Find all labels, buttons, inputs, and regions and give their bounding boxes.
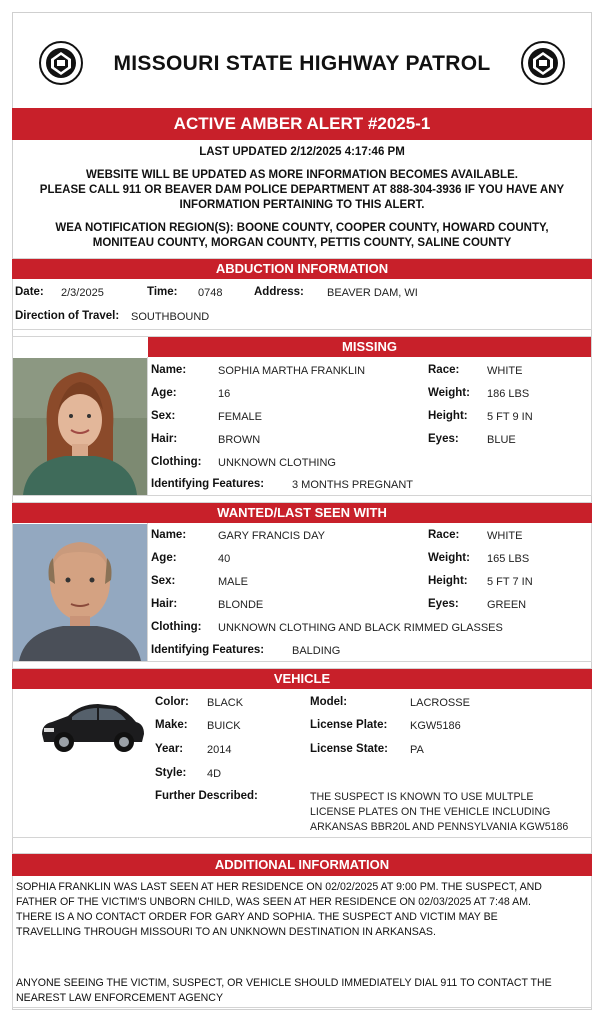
car-icon [38, 690, 146, 758]
time-value: 0748 [198, 287, 223, 299]
wanted-race-value: WHITE [487, 530, 523, 542]
missing-features-label: Identifying Features: [151, 478, 265, 490]
wanted-age-label: Age: [151, 552, 177, 564]
wanted-hair-value: BLONDE [218, 599, 264, 611]
vehicle-further-line: LICENSE PLATES ON THE VEHICLE INCLUDING [310, 806, 551, 818]
section-header-vehicle: VEHICLE [12, 669, 592, 689]
last-updated: LAST UPDATED 2/12/2025 4:17:46 PM [199, 146, 405, 158]
missing-eyes-label: Eyes: [428, 433, 459, 445]
missing-name-label: Name: [151, 364, 187, 376]
wanted-clothing-value: UNKNOWN CLOTHING AND BLACK RIMMED GLASSES [218, 622, 503, 634]
missing-eyes-value: BLUE [487, 434, 516, 446]
alert-title: ACTIVE AMBER ALERT #2025-1 [173, 114, 431, 133]
wanted-race-label: Race: [428, 529, 460, 541]
additional-paragraph-line: SOPHIA FRANKLIN WAS LAST SEEN AT HER RESIDENCE ON 02/02/2025 AT 9:00 PM. THE SUSPECT, AND [16, 881, 542, 893]
vehicle-year-label: Year: [155, 743, 184, 755]
additional-paragraph-line: NEAREST LAW ENFORCEMENT AGENCY [16, 992, 224, 1004]
missing-person-photo [13, 358, 147, 495]
wanted-features-label: Identifying Features: [151, 644, 265, 656]
wanted-weight-label: Weight: [428, 552, 470, 564]
notice-line: WEBSITE WILL BE UPDATED AS MORE INFORMATION BECOMES AVAILABLE. [86, 169, 518, 181]
suspect-photo [13, 524, 147, 661]
section-header-additional: ADDITIONAL INFORMATION [12, 854, 592, 876]
vehicle-style-label: Style: [155, 767, 187, 779]
section-header-missing: MISSING [148, 337, 591, 357]
female-portrait-icon [13, 358, 147, 495]
direction-value: SOUTHBOUND [131, 311, 210, 323]
vehicle-further-line: THE SUSPECT IS KNOWN TO USE MULTPLE [310, 791, 534, 803]
wanted-height-label: Height: [428, 575, 468, 587]
wanted-name-value: GARY FRANCIS DAY [218, 530, 325, 542]
missing-age-value: 16 [218, 388, 231, 400]
address-label: Address: [254, 286, 304, 298]
vehicle-further-label: Further Described: [155, 790, 258, 802]
missing-name-value: SOPHIA MARTHA FRANKLIN [218, 365, 366, 377]
msp-badge-icon [520, 40, 566, 86]
address-value: BEAVER DAM, WI [327, 287, 418, 299]
additional-paragraph-line: TRAVELLING THROUGH MISSOURI TO AN UNKNOWN DESTINATION IN ARKANSAS. [16, 926, 436, 938]
wanted-sex-label: Sex: [151, 575, 176, 587]
vehicle-model-label: Model: [310, 696, 348, 708]
missing-race-label: Race: [428, 364, 460, 376]
missing-age-label: Age: [151, 387, 177, 399]
vehicle-make-value: BUICK [207, 720, 241, 732]
missing-height-value: 5 FT 9 IN [487, 411, 533, 423]
wea-region-line: MONITEAU COUNTY, MORGAN COUNTY, PETTIS COUNTY, SALINE COUNTY [92, 237, 512, 249]
header [12, 30, 592, 100]
additional-paragraph-line: ANYONE SEEING THE VICTIM, SUSPECT, OR VEHICLE SHOULD IMMEDIATELY DIAL 911 TO CONTACT THE [16, 977, 552, 989]
wanted-height-value: 5 FT 7 IN [487, 576, 533, 588]
vehicle-plate-value: KGW5186 [410, 720, 461, 732]
vehicle-photo [38, 690, 146, 758]
additional-paragraph-line: THERE IS A NO CONTACT ORDER FOR GARY AND SOPHIA. THE SUSPECT AND VICTIM MAY BE [16, 911, 498, 923]
missing-clothing-value: UNKNOWN CLOTHING [218, 457, 336, 469]
missing-features-value: 3 MONTHS PREGNANT [292, 479, 414, 491]
page-title: MISSOURI STATE HIGHWAY PATROL [113, 52, 491, 75]
wanted-features-value: BALDING [292, 645, 341, 657]
vehicle-state-value: PA [410, 744, 424, 756]
missing-weight-label: Weight: [428, 387, 470, 399]
additional-paragraph-line: FATHER OF THE VICTIM'S UNBORN CHILD, WAS SEEN AT HER RESIDENCE ON 02/03/2025 AT 7:48 AM. [16, 896, 531, 908]
wanted-hair-label: Hair: [151, 598, 178, 610]
missing-race-value: WHITE [487, 365, 523, 377]
male-portrait-icon [13, 524, 147, 661]
wanted-sex-value: MALE [218, 576, 248, 588]
vehicle-model-value: LACROSSE [410, 697, 470, 709]
time-label: Time: [147, 286, 178, 298]
notice-line: INFORMATION PERTAINING TO THIS ALERT. [179, 199, 425, 211]
vehicle-further-line: ARKANSAS BBR20L AND PENNSYLVANIA KGW5186 [310, 821, 569, 833]
vehicle-plate-label: License Plate: [310, 719, 388, 731]
missing-height-label: Height: [428, 410, 468, 422]
wanted-eyes-value: GREEN [487, 599, 527, 611]
date-value: 2/3/2025 [61, 287, 104, 299]
wanted-age-value: 40 [218, 553, 231, 565]
missing-sex-label: Sex: [151, 410, 176, 422]
vehicle-style-value: 4D [207, 768, 222, 780]
missing-sex-value: FEMALE [218, 411, 263, 423]
vehicle-state-label: License State: [310, 743, 388, 755]
wanted-clothing-label: Clothing: [151, 621, 202, 633]
missing-weight-value: 186 LBS [487, 388, 530, 400]
section-header-wanted: WANTED/LAST SEEN WITH [12, 503, 592, 523]
vehicle-year-value: 2014 [207, 744, 232, 756]
wanted-weight-value: 165 LBS [487, 553, 530, 565]
wanted-name-label: Name: [151, 529, 187, 541]
vehicle-make-label: Make: [155, 719, 188, 731]
section-header-abduction: ABDUCTION INFORMATION [12, 259, 592, 279]
direction-label: Direction of Travel: [15, 310, 120, 322]
missing-hair-value: BROWN [218, 434, 261, 446]
date-label: Date: [15, 286, 44, 298]
missing-hair-label: Hair: [151, 433, 178, 445]
wanted-eyes-label: Eyes: [428, 598, 459, 610]
vehicle-color-label: Color: [155, 696, 189, 708]
vehicle-color-value: BLACK [207, 697, 244, 709]
wea-region-line: WEA NOTIFICATION REGION(S): BOONE COUNTY, COOPER COUNTY, HOWARD COUNTY, [55, 222, 549, 234]
alert-title-bar [12, 108, 592, 140]
notice-line: PLEASE CALL 911 OR BEAVER DAM POLICE DEPARTMENT AT 888-304-3936 IF YOU HAVE ANY [39, 184, 565, 196]
missing-clothing-label: Clothing: [151, 456, 202, 468]
